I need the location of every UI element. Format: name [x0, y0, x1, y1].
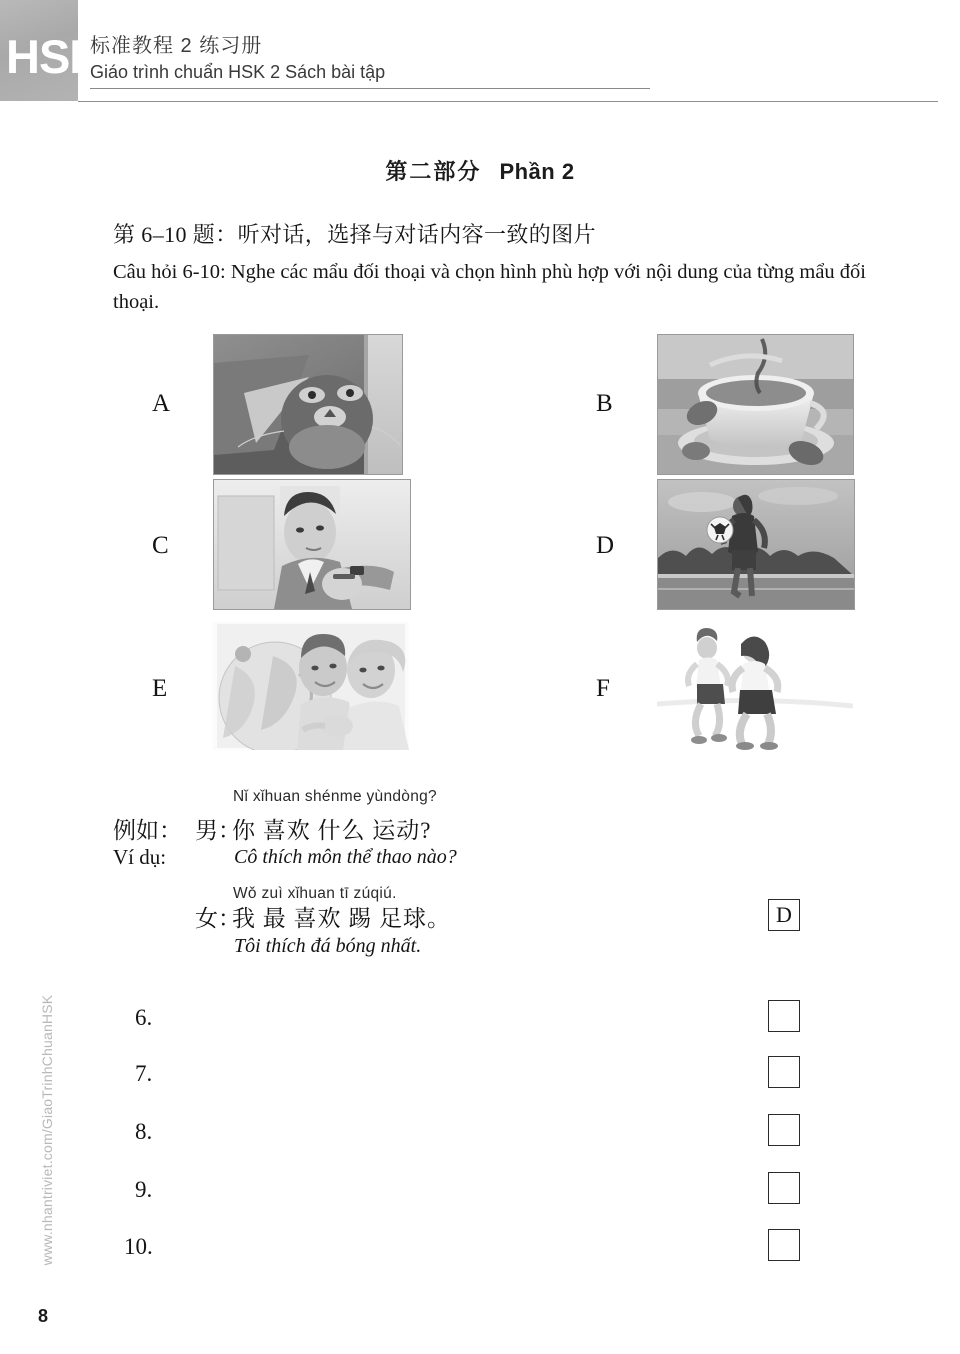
header-title-group — [90, 34, 650, 89]
site-watermark: www.nhantriviet.com/GiaoTrinhChuanHSK — [39, 994, 55, 1266]
picture-label-a: A — [152, 390, 171, 417]
instruction-chinese: 第 6–10 题：听对话，选择与对话内容一致的图片 — [113, 222, 597, 247]
photo-cat — [213, 334, 403, 475]
photo-soccer — [657, 479, 855, 610]
example-line1-pinyin: Nǐ xǐhuan shénme yùndòng? — [233, 788, 437, 805]
header-title-vietnamese: Giáo trình chuẩn HSK 2 Sách bài tập — [90, 62, 386, 82]
page-title — [0, 155, 960, 186]
example-label-chinese: 例如： — [113, 818, 182, 843]
picture-label-f: F — [596, 675, 610, 702]
question-number-10: 10. — [124, 1234, 153, 1259]
picture-label-c: C — [152, 532, 169, 559]
section-title-vietnamese: Phần 2 — [499, 159, 575, 184]
question-number-7: 7. — [135, 1061, 153, 1086]
example-line1-hanzi: 你 喜欢 什么 运动? — [232, 818, 432, 843]
example-line2-hanzi: 我 最 喜欢 踢 足球。 — [232, 906, 451, 931]
page-number: 8 — [38, 1306, 49, 1326]
photo-joggers — [657, 622, 853, 750]
photo-teacup — [657, 334, 854, 475]
picture-label-e: E — [152, 675, 168, 702]
speaker-male-marker: 男： — [195, 818, 241, 843]
hsk-logo-text: HSK — [6, 30, 103, 83]
question-number-8: 8. — [135, 1119, 153, 1144]
question-number-6: 6. — [135, 1005, 153, 1030]
example-line2-vietnamese: Tôi thích đá bóng nhất. — [234, 935, 422, 957]
example-label-vietnamese: Ví dụ: — [113, 845, 167, 869]
header-divider — [78, 101, 938, 102]
example-answer-box[interactable]: D — [768, 899, 800, 931]
hsk-logo-block — [0, 0, 103, 101]
example-line1-vietnamese: Cô thích môn thể thao nào? — [234, 846, 457, 868]
answer-box-8[interactable] — [768, 1114, 800, 1146]
picture-label-b: B — [596, 390, 613, 417]
answer-box-10[interactable] — [768, 1229, 800, 1261]
photo-man-watch — [213, 479, 411, 610]
page-header — [0, 0, 960, 104]
instruction-vietnamese: Câu hỏi 6-10: Nghe các mẩu đối thoại và chọn hình phù hợp với nội dung của từng mẩu đối thoại. — [113, 261, 867, 313]
answer-box-7[interactable] — [768, 1056, 800, 1088]
example-line2-pinyin: Wǒ zuì xǐhuan tī zúqiú. — [233, 885, 397, 902]
header-title-chinese: 标准教程 2 练习册 — [90, 35, 263, 57]
question-number-9: 9. — [135, 1177, 153, 1202]
section-title-chinese: 第二部分 — [385, 159, 482, 184]
answer-box-9[interactable] — [768, 1172, 800, 1204]
photo-globe-couple — [213, 622, 409, 750]
picture-label-d: D — [596, 532, 615, 559]
speaker-female-marker: 女： — [195, 906, 241, 931]
answer-box-6[interactable] — [768, 1000, 800, 1032]
